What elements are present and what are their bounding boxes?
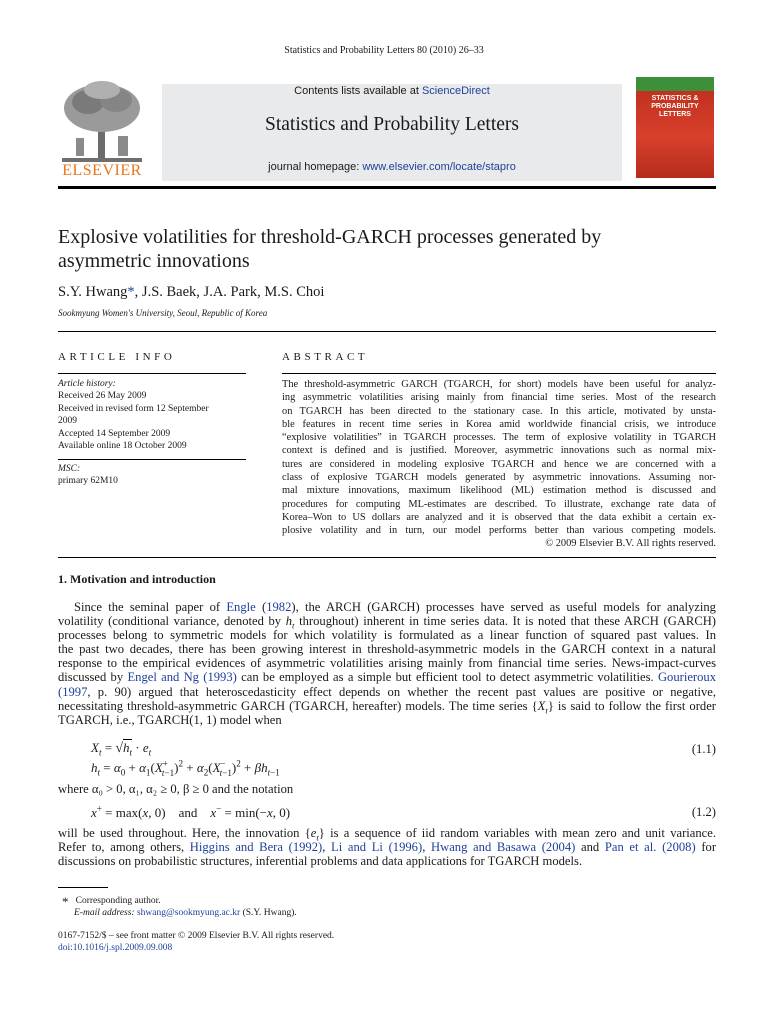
- equation-1-1: $X_t = √h_t \cdot e_t$ $h_t = \alpha_0 + \alpha_1(X^+_{t-1})^2 + \alpha_2(X^-_{t-1})^2 + \beta h_{t-1}$ (1.1): [91, 740, 716, 778]
- abstract-bottom-rule: [58, 557, 716, 558]
- abstract-heading: ABSTRACT: [282, 351, 369, 363]
- contents-line: Contents lists available at ScienceDirect: [294, 85, 490, 97]
- intro-line: TGARCH, i.e., TGARCH(1, 1) model when: [58, 712, 282, 727]
- cover-line2: PROBABILITY: [651, 103, 699, 110]
- equation-1-2: x+ = max(x, 0) and x− = min(−x, 0) (1.2): [91, 803, 716, 820]
- abstract-line: on TGARCH has been directed to the stationary case. In this article, motivated by unsta-: [282, 405, 716, 417]
- front-matter-footer: 0167-7152/$ – see front matter © 2009 Elsevier B.V. All rights reserved. doi:10.1016/j.spl.2009.09.008: [58, 931, 335, 954]
- intro-line: processes belong to symmetric models for which volatility is formulated as a linear function of squared past values. In: [58, 628, 716, 643]
- ref-hwang-basawa-link[interactable]: Hwang and Basawa (2004): [431, 840, 576, 855]
- abstract-line: class of explosive TGARCH models generated by asymmetric innovations. Assuming nor-: [282, 472, 716, 484]
- ref-gourieroux-year-link[interactable]: (1997: [58, 684, 88, 699]
- running-citation: Statistics and Probability Letters 80 (2010) 26–33: [284, 45, 484, 56]
- abstract-line: “explosive volatilities” in TGARCH processes. The term of explosive volatility in TGARCH: [282, 432, 716, 444]
- elsevier-logo: [58, 78, 146, 178]
- title-rule: [58, 331, 716, 332]
- abstract-line: mal mixture innovations, maximum likelihood (ML) estimation method is discussed and: [282, 485, 716, 497]
- abstract-line: ing asymmetric volatilities arising mainly from financial time series. Most of the research: [282, 392, 716, 404]
- abstract-line: tures are considered in modeling explosive TGARCH and hence we are concerned with a: [282, 458, 716, 470]
- equation-number: (1.2): [691, 805, 716, 819]
- abstract-line: plosive volatility and in turn, our model performs better than various competing models.: [282, 525, 716, 537]
- intro-line: Since the seminal paper of Engle (1982), the ARCH (GARCH) processes have served as useful models for analyzing: [74, 600, 716, 614]
- intro-line: discussed by Engel and Ng (1993) can be employed as a simple but efficient tool to detect asymmetric volatilities. Gourieroux: [58, 670, 716, 685]
- footnote-rule: [58, 887, 108, 888]
- article-history: Article history: Received 26 May 2009 Received in revised form 12 September 2009 Accepted 14 September 2009 Available online 18 October 2009: [58, 379, 209, 452]
- homepage-link[interactable]: www.elsevier.com/locate/stapro: [362, 161, 516, 173]
- header-rule: [58, 186, 716, 189]
- abstract-rule: [282, 373, 716, 374]
- intro-line: the past two decades, there has been growing interest in threshold-asymmetric models in the GARCH context in a natural: [58, 642, 716, 657]
- equation-number: (1.1): [691, 742, 716, 756]
- footnote: * Corresponding author. E-mail address: shwang@sookmyung.ac.kr (S.Y. Hwang).: [62, 894, 297, 919]
- abstract-line: Korea–Won to US dollars are analyzed and it is observed that the data exhibit a certain ex-: [282, 511, 716, 523]
- ref-engle-year-link[interactable]: 1982: [266, 600, 292, 614]
- intro-line: volatility (conditional variance, denoted by $h_t$ throughout) inherent in time series data. It is noted that these ARCH (GARCH): [58, 614, 717, 631]
- article-info-rule: [58, 373, 246, 374]
- authors: S.Y. Hwang*, J.S. Baek, J.A. Park, M.S. Choi: [58, 284, 325, 300]
- ref-higgins-bera-link[interactable]: Higgins and Bera (1992): [189, 840, 323, 855]
- msc-block: MSC: primary 62M10: [58, 464, 118, 487]
- intro-line: (1997, p. 90) argued that heteroscedasticity effect depends on whether the recent past values are positive or negative,: [58, 684, 716, 699]
- cover-line3: LETTERS: [659, 111, 691, 118]
- journal-cover: [636, 77, 714, 178]
- paragraph-line: will be used throughout. Here, the innovation $\{e_t\}$ is a sequence of iid random variables with mean zero and unit variance.: [58, 826, 716, 843]
- intro-line: response to the empirical evidences of asymmetric volatilities arising mainly from financial time series. News-impact-curves: [58, 656, 716, 671]
- article-title: Explosive volatilities for threshold-GARCH processes generated by asymmetric innovations: [58, 226, 602, 272]
- where-line: where α₀ > 0, α₁, α₂ ≥ 0, β ≥ 0 and the notation: [58, 782, 294, 796]
- ref-pan-link[interactable]: Pan et al. (2008): [604, 840, 696, 855]
- paragraph-line: Refer to, among others, Higgins and Bera (1992), Li and Li (1996), Hwang and Basawa (2004) and Pan et al. (2008) for: [58, 840, 717, 855]
- email-link[interactable]: shwang@sookmyung.ac.kr: [136, 908, 241, 919]
- journal-banner: [162, 84, 622, 181]
- abstract-line: The threshold-asymmetric GARCH (TGARCH, for short) models have been useful for analyz-: [282, 379, 716, 390]
- innovation-paragraph: [58, 826, 716, 868]
- abstract-line: ble features in recent time series in Korea amid worldwide financial crisis, we introduce: [282, 418, 716, 430]
- msc-rule: [58, 459, 246, 460]
- article-info-heading: ARTICLE INFO: [58, 351, 176, 363]
- intro-paragraph: [58, 600, 716, 727]
- elsevier-tree-icon: [58, 78, 146, 166]
- ref-engel-ng-link[interactable]: Engel and Ng (1993): [127, 670, 237, 685]
- ref-gourieroux-link[interactable]: Gourieroux: [657, 670, 716, 685]
- intro-line: necessitating threshold-asymmetric GARCH (TGARCH, hereafter) models. The time series $\{X_t\}$ is said to follow the first order: [58, 698, 716, 716]
- abstract-line: context is defined and is justified. Moreover, asymmetric innovations such as normal mix-: [282, 445, 716, 457]
- ref-li-li-link[interactable]: Li and Li (1996): [331, 840, 423, 855]
- affiliation: Sookmyung Women's University, Seoul, Republic of Korea: [58, 308, 268, 318]
- abstract-line: procedures for computing ML-estimates are described. To illustrate, exchange rate data of: [282, 498, 716, 510]
- doi-link[interactable]: doi:10.1016/j.spl.2009.09.008: [58, 943, 173, 954]
- abstract-body: [282, 378, 716, 538]
- journal-title: Statistics and Probability Letters: [264, 114, 519, 135]
- section-heading: 1. Motivation and introduction: [58, 572, 216, 586]
- cover-line1: STATISTICS &: [651, 95, 699, 102]
- homepage-line: journal homepage: www.elsevier.com/locate/stapro: [268, 161, 516, 173]
- sciencedirect-link[interactable]: ScienceDirect: [421, 85, 490, 97]
- paragraph-line: discussions on probabilistic structures, inferential problems and data applications for TGARCH models.: [58, 854, 583, 869]
- abstract-copyright: © 2009 Elsevier B.V. All rights reserved.: [545, 538, 716, 549]
- publisher-wordmark: ELSEVIER: [62, 162, 142, 179]
- corresponding-author-mark[interactable]: *: [127, 284, 135, 300]
- ref-engle-link[interactable]: Engle: [226, 600, 256, 614]
